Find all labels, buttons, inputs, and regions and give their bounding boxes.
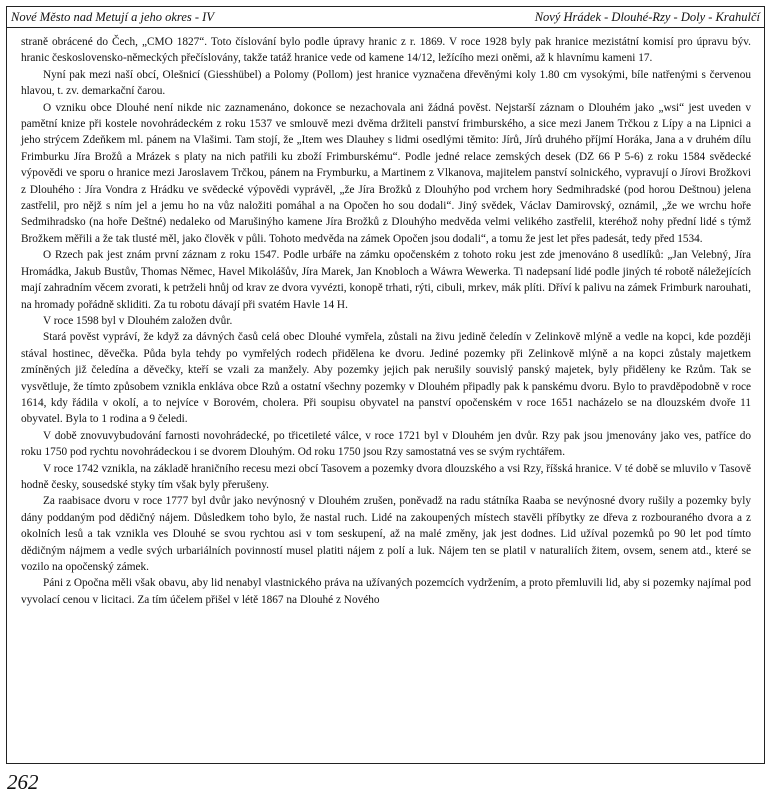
paragraph: Nyní pak mezi naší obcí, Olešnicí (Giesshübel) a Polomy (Pollom) jest hranice vyznačena dřevěnými koly 1.80 cm vysokými, bíle natřenými s červenou hlavou, t. zv. demarkační čarou. (21, 68, 751, 98)
paragraph: Páni z Opočna měli však obavu, aby lid nenabyl vlastnického práva na užívaných pozemcích vydržením, a proto přemluvili lid, aby si pozemky najímal pod vyvolací cenou v licitaci. Za tím účelem přišel v létě 1867 na Dlouhé z Nového (21, 577, 751, 606)
paragraph: V době znovuvybudování farnosti novohrádecké, po třicetileté válce, v roce 1721 byl v Dlouhém jen dvůr. Rzy pak jsou jmenovány jako ves, patříce do roku 1750 pod rychtu novohrádeckou i se dvorem Dlouhým. Od roku 1750 jsou Rzy samostatná ves se svým rychtářem. (21, 429, 751, 459)
header-book-title: Nové Město nad Metují a jeho okres - IV (11, 10, 214, 24)
paragraph: V roce 1742 vznikla, na základě hraničního recesu mezi obcí Tasovem a pozemky dvora dlouzského a vsi Rzy, říšská hranice. V té době se mluvilo v Tasově hodně česky, sousedské styky tím však byly přerušeny. (21, 462, 751, 491)
paragraph: Stará pověst vypráví, že když za dávných časů celá obec Dlouhé vymřela, zůstali na živu jedině čeledín v Zelinkově mlýně a vedle na kopci, kde později stával hostinec, děvečka. Půda byla tehdy po vymřelých rodech přidělena ke dvoru. Jediné pozemky při Zelinkově mlýně a na kopci zůstaly majetkem zmíněných již čeledína a děvečky, kteří se vzali za manžely. Aby pozemky jejich pak nerušily souvislý panský majetek, byly přiděleny ke Rzům. Tak se vysvětluje, že tímto způsobem vznikla enkláva obce Rzů a ostatní všechny pozemky v Dlouhém připadly pak k panskému dvoru. Bylo to pravděpodobně v roce 1614, kdy řádila v okolí, a to nejvíce v Borovém, cholera. Při soupisu obyvatel na panství opočenském v roce 1651 nacházelo se na dlouzském dvoře 11 obyvatel. Byla to 1 rodina a 9 čeledi. (21, 331, 751, 426)
header-chapter-title: Nový Hrádek - Dlouhé-Rzy - Doly - Krahulčí (534, 10, 760, 24)
page-frame (6, 6, 765, 764)
text-body (21, 34, 751, 608)
paragraph: O vzniku obce Dlouhé není nikde nic zaznamenáno, dokonce se nezachovala ani žádná pověst. Nejstarší záznam o Dlouhém jako „wsi“ jest uveden v pamětní knize při kostele novohrádeckém z roku 1537 ve smlouvě mezi dvěma držiteli panství frimburského, a sice mezi Janem Trčkou z Lípy a na Lipnici a jeho strýcem Zdeňkem ml. pánem na Vlašimi. Tam stojí, že „Item wes Dlauhey s lidmi osedlými těmito: Jírů, Jírů druhého příjmí Horáka, Jana a v druhém dílu Frimburku Jíra Brožů a Mrázek s platy na nich patřili ku zboží Frimburskému“. Podle jedné relace zemských desek (DZ 66 P 5-6) z roku 1584 svědecké výpovědi ve sporu o hranice mezi Jaroslavem Trčkou, pánem na Frymburku, a Martinem z Vlkanova, majitelem panství solnického, vypravují o Jírovi Brožkovi z Dlouhého : Jíra Vondra z Hrádku ve svědecké výpovědi vyprávěl, „že Jíra Brožků z Dlouhýho pod vrchem hory Sedmihradské (pod horou Deštnou) jelena zastřelil, pro nějž s ním jel a jemu ho na vůz naložiti pomáhal a na Opočen ho sou dodali“. Jiný svědek, Václav Damirovský, oznámil, „že we wrchu hoře Sedmihradsko (na hoře Deštné) nedaleko od Marušinýho kamene Jíra Brožků z Dlouhýho medvěda velmi velikého zastřelil, kteréhož nohy přední lidé s týmž Brožkem měřili a že tak tlusté měl, jako člověk v půli. Tohoto medvěda na zámek Opočen jsou dodali“, a tomu že jest let přes padesát, tedy před 1534. (21, 101, 751, 245)
paragraph: V roce 1598 byl v Dlouhém založen dvůr. (43, 314, 233, 327)
paragraph: Za raabisace dvoru v roce 1777 byl dvůr jako nevýnosný v Dlouhém zrušen, poněvadž na radu státníka Raaba se nevýnosné dvory rušily a pozemky byly dány poddaným pod dědičný nájem. Důsledkem toho bylo, že nastal ruch. Lidé na zakoupených místech stavěli příbytky ze dřeva z rozbouraného dvora a z okolních lesů a tak vznikla ves Dlouhé se svou rychtou asi v tom seskupení, až na malé změny, jak jest dodnes. Lid užíval pozemků po 90 let pod tímto dědičným nájmem a vedle svých urbariálních povinností musel platiti nájem z polí a luk. Nájem ten se platil v naturaliích žitem, ovsem, senem atd., které se vozilo na opočenský zámek. (21, 495, 751, 573)
paragraph: O Rzech pak jest znám první záznam z roku 1547. Podle urbáře na zámku opočenském z tohoto roku jest zde jmenováno 8 usedlíků: „Jan Velebný, Jíra Hromádka, Jakub Bustův, Thomas Němec, Havel Mikolášův, Jíra Marek, Jan Knobloch a Wáwra Wewerka. Ti nadepsaní lidé podle jiných té robotě náležejících mají zahradním věcem zvorati, k petrželi hnůj od krav ze dvora vyvézti, konopě trhati, rýti, cibuli, mrkev, mák plíti. Dříví k palivu na zámek Frimburk narouhati, na hromady pořádně skliditi. Za tu robotu dávají při svatém Havle 14 H. (21, 249, 751, 311)
page-number: 262 (7, 770, 39, 794)
running-header (7, 7, 764, 28)
paragraph-continued: straně obrácené do Čech, „CMO 1827“. Toto číslování bylo podle úpravy hranic z r. 1869. V roce 1928 byly pak hranice mezistátní komisí pro úpravu býv. hranic československo-německých přečíslovány, takže tatáž hranice vede od kamene 14/12, ležícího mezi oněmi, až k hlavnímu kameni 17. (21, 36, 751, 65)
